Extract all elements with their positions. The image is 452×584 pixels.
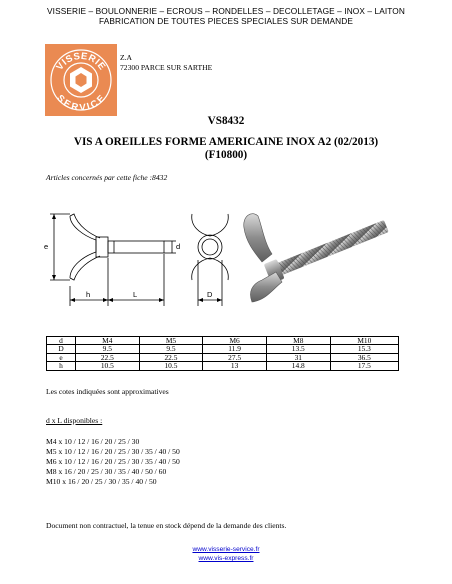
- header-line-2: FABRICATION DE TOUTES PIECES SPECIALES SUR DEMANDE: [99, 16, 353, 26]
- available-item: M4 x 10 / 12 / 16 / 20 / 25 / 30: [46, 437, 140, 446]
- product-photo: [226, 206, 402, 310]
- dim-label-d: d: [176, 242, 181, 251]
- table-cell: d: [47, 337, 76, 345]
- address-line-2: 72300 PARCE SUR SARTHE: [120, 63, 213, 72]
- table-cell: M8: [266, 337, 330, 345]
- table-row: [47, 337, 399, 345]
- technical-drawing: [40, 196, 240, 322]
- table-cell: 14.8: [266, 362, 330, 370]
- table-cell: 10.5: [139, 362, 203, 370]
- spec-table: [46, 336, 399, 371]
- table-cell: D: [47, 345, 76, 353]
- table-cell: 13.5: [266, 345, 330, 353]
- table-cell: 13: [203, 362, 267, 370]
- logo-top-text: VISSERIE: [54, 50, 108, 73]
- table-cell: M10: [330, 337, 398, 345]
- dim-label-D: D: [207, 290, 213, 299]
- table-cell: 27.5: [203, 353, 267, 361]
- table-row: [47, 345, 399, 353]
- header-line-1: VISSERIE – BOULONNERIE – ECROUS – RONDELLES – DECOLLETAGE – INOX – LAITON: [47, 6, 405, 16]
- available-heading: d x L disponibles :: [46, 416, 103, 425]
- table-cell: 15.3: [330, 345, 398, 353]
- address-line-1: Z.A: [120, 53, 133, 62]
- dim-label-L: L: [133, 290, 138, 299]
- disclaimer: Document non contractuel, la tenue en stock dépend de la demande des clients.: [46, 521, 287, 530]
- table-row: [47, 353, 399, 361]
- available-item: M5 x 10 / 12 / 16 / 20 / 25 / 30 / 35 / 40 / 50: [46, 447, 180, 456]
- table-cell: 10.5: [75, 362, 139, 370]
- table-cell: 22.5: [75, 353, 139, 361]
- product-title-line-1: VIS A OREILLES FORME AMERICAINE INOX A2 (02/2013): [73, 136, 379, 148]
- table-cell: 17.5: [330, 362, 398, 370]
- available-item: M8 x 16 / 20 / 25 / 30 / 35 / 40 / 50 / 60: [46, 467, 167, 476]
- articles-note: Articles concernés par cette fiche :8432: [46, 173, 168, 182]
- table-cell: 9.5: [139, 345, 203, 353]
- table-row: [47, 362, 399, 370]
- dim-label-e: e: [44, 242, 49, 251]
- footer-link-visserie[interactable]: www.visserie-service.fr: [192, 546, 260, 553]
- available-item: M6 x 10 / 12 / 16 / 20 / 25 / 30 / 35 / 40 / 50: [46, 457, 180, 466]
- approx-note: Les cotes indiquées sont approximatives: [46, 387, 169, 396]
- table-cell: 9.5: [75, 345, 139, 353]
- table-cell: 22.5: [139, 353, 203, 361]
- table-cell: M6: [203, 337, 267, 345]
- company-logo: [45, 44, 117, 116]
- dim-label-h: h: [86, 290, 91, 299]
- table-cell: 31: [266, 353, 330, 361]
- product-title-line-2: (F10800): [204, 149, 248, 161]
- logo-emblem-icon: [45, 44, 117, 116]
- table-cell: e: [47, 353, 76, 361]
- logo-bottom-text: SERVICE: [54, 92, 108, 114]
- table-cell: M4: [75, 337, 139, 345]
- table-cell: 11.9: [203, 345, 267, 353]
- table-cell: 36.5: [330, 353, 398, 361]
- product-code: VS8432: [207, 115, 245, 127]
- table-cell: h: [47, 362, 76, 370]
- footer-link-vis-express[interactable]: www.vis-express.fr: [198, 555, 254, 562]
- available-item: M10 x 16 / 20 / 25 / 30 / 35 / 40 / 50: [46, 477, 157, 486]
- table-cell: M5: [139, 337, 203, 345]
